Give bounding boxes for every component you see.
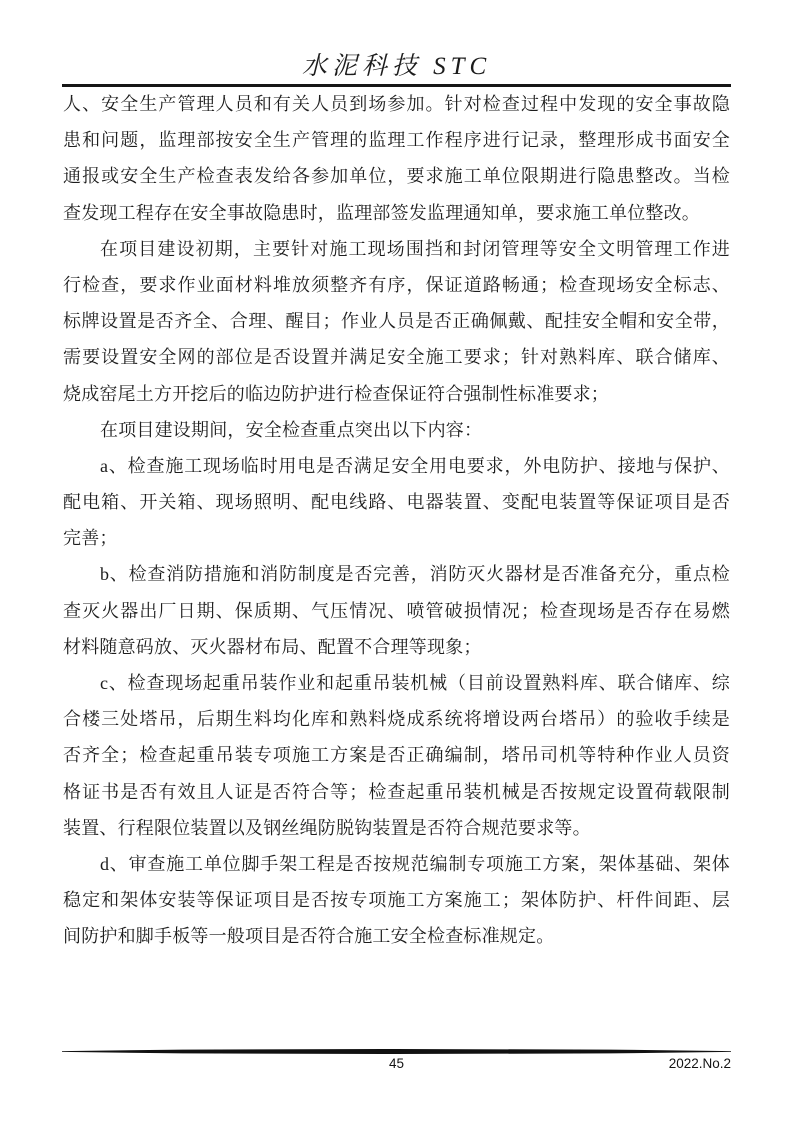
body-line: d、审查施工单位脚手架工程是否按规范编制专项施工方案，架体基础、架体 (100, 853, 730, 874)
body-line: 合楼三处塔吊，后期生料均化库和熟料烧成系统将增设两台塔吊）的验收手续是 (63, 709, 730, 730)
body-line: 需要设置安全网的部位是否设置并满足安全施工要求；针对熟料库、联合储库、 (63, 347, 730, 368)
body-line: 查灭火器出厂日期、保质期、气压情况、喷管破损情况；检查现场是否存在易燃 (63, 600, 730, 621)
body-line: 人、安全生产管理人员和有关人员到场参加。针对检查过程中发现的安全事故隐 (63, 94, 730, 114)
body-line: 格证书是否有效且人证是否符合等；检查起重吊装机械是否按规定设置荷载限制 (63, 781, 730, 802)
body-line: a、检查施工现场临时用电是否满足安全用电要求，外电防护、接地与保护、 (100, 455, 730, 476)
body-line: 完善； (63, 528, 118, 549)
issue-number: 2022.No.2 (668, 1056, 731, 1071)
body-line: 行检查，要求作业面材料堆放须整齐有序，保证道路畅通；检查现场安全标志、 (63, 274, 730, 295)
body-line: 装置、行程限位装置以及钢丝绳防脱钩装置是否符合规范要求等。 (63, 817, 591, 838)
body-line: 配电箱、开关箱、现场照明、配电线路、电器装置、变配电装置等保证项目是否 (63, 492, 730, 513)
body-line: 通报或安全生产检查表发给各参加单位，要求施工单位限期进行隐患整改。当检 (63, 166, 730, 187)
body-line: 在项目建设初期，主要针对施工现场围挡和封闭管理等安全文明管理工作进 (100, 238, 730, 259)
body-line: 否齐全；检查起重吊装专项施工方案是否正确编制，塔吊司机等特种作业人员资 (63, 745, 730, 766)
footer-rule (62, 1049, 731, 1054)
body-line: 患和问题，监理部按安全生产管理的监理工作程序进行记录，整理形成书面安全 (63, 130, 730, 151)
body-line: 间防护和脚手板等一般项目是否符合施工安全检查标准规定。 (63, 926, 555, 947)
body-line: 材料随意码放、灭火器材布局、配置不合理等现象； (63, 636, 482, 657)
body-line: 在项目建设期间，安全检查重点突出以下内容： (100, 419, 483, 440)
body-line: c、检查现场起重吊装作业和起重吊装机械（目前设置熟料库、联合储库、综 (100, 673, 730, 693)
page-footer (62, 1056, 731, 1078)
document-body (63, 86, 730, 955)
body-line: b、检查消防措施和消防制度是否完善，消防灭火器材是否准备充分，重点检 (100, 564, 730, 585)
page-number: 45 (388, 1056, 405, 1071)
body-line: 标牌设置是否齐全、合理、醒目；作业人员是否正确佩戴、配挂安全帽和安全带， (63, 311, 730, 332)
body-line: 查发现工程存在安全事故隐患时，监理部签发监理通知单，要求施工单位整改。 (63, 202, 700, 223)
page-title: 水泥科技 STC (301, 53, 492, 80)
body-line: 烧成窑尾土方开挖后的临边防护进行检查保证符合强制性标准要求； (63, 383, 609, 404)
body-line: 稳定和架体安装等保证项目是否按专项施工方案施工；架体防护、杆件间距、层 (63, 890, 730, 911)
